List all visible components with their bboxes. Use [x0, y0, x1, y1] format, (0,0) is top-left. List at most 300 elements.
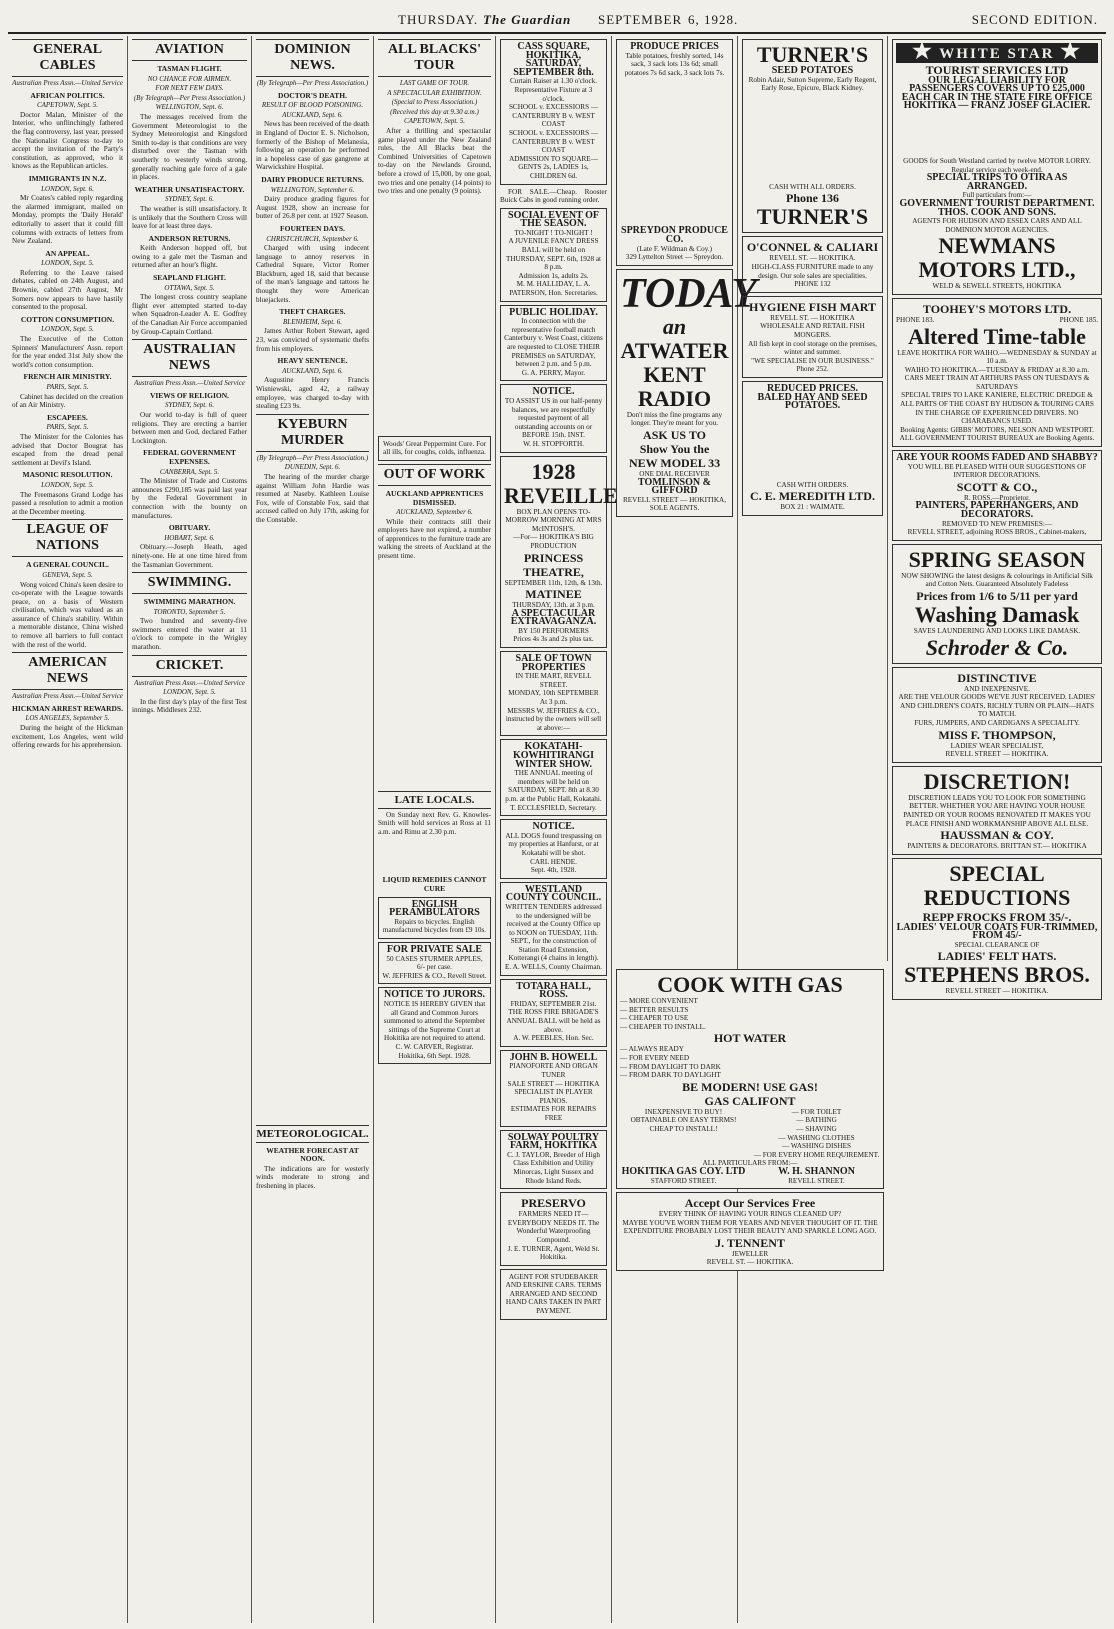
ad-firm: SPREYDON PRODUCE CO. — [621, 225, 728, 245]
ad-brand — [896, 38, 1098, 63]
ad-text: Table potatoes, freshly sorted, 14s sack, 3 sack lots 13s 6d; small potatoes 7s 6d sack, 3 sack lots 7s. — [624, 51, 725, 77]
dateline: OTTAWA, Sept. 5. — [164, 283, 215, 292]
section-title-general-cables: GENERAL CABLES — [12, 39, 123, 77]
ad-text: HIGH-CLASS FURNITURE made to any design. Our sole sales are specialities. — [751, 262, 874, 280]
gas-agent-left — [620, 1165, 747, 1185]
story-head: FEDERAL GOVERNMENT EXPENSES. — [143, 448, 236, 466]
gas-ad-wide — [612, 966, 888, 1623]
story-text: Two hundred and seventy-five swimmers entered the water at 11 o'clock to compete in the Wrigley marathon. — [132, 617, 247, 652]
cook-list — [620, 997, 880, 1031]
califont-col-right — [753, 1108, 880, 1160]
ad-waiho: WAIHO TO HOKITIKA.—TUESDAY & FRIDAY at 8.30 a.m. — [904, 365, 1090, 374]
dateline: SYDNEY, Sept. 6. — [165, 195, 214, 204]
ad-title: Accept Our Services Free — [684, 1196, 816, 1211]
ad-sub2: JEWELLER — [731, 1249, 769, 1258]
ad-addr: REVELL ST. — HOKITIKA. — [769, 254, 856, 263]
column-classifieds-1 — [496, 36, 618, 1623]
tennent-jeweller-ad — [616, 1192, 884, 1271]
section-title-kyeburn-murder: KYEBURN MURDER — [256, 414, 369, 452]
ad-text: All fish kept in cool storage on the premises, winter and summer. — [748, 339, 877, 357]
ad-title: FOR PRIVATE SALE — [386, 944, 483, 955]
ad-damask-sub: SAVES LAUNDERING AND LOOKS LIKE DAMASK. — [913, 626, 1081, 635]
story-text: Dairy produce grading figures for August 1928, show an increase for butter of 26.8 per cent. at 1927 Season. — [256, 195, 369, 221]
ad-title: NOTICE. — [532, 821, 575, 833]
ad-hot-water: HOT WATER — [713, 1031, 787, 1046]
ad-sub: —For— HOKITIKA'S BIG PRODUCTION — [513, 533, 594, 550]
ad-date: FRIDAY, SEPTEMBER 21st. — [510, 999, 597, 1008]
ad-admission: Admission 1s, adults 2s. — [518, 271, 589, 280]
ad-agent-sole: SOLE AGENTS. — [649, 504, 700, 513]
uses-item: — SHAVING — [753, 1125, 880, 1134]
ad-name: C. E. MEREDITH LTD. — [750, 489, 875, 504]
ad-text: THE ANNUAL meeting of members will be held on SATURDAY, SEPT. 8th at 8.30 p.m. at the Public Hall, Kokatahi. — [505, 769, 602, 803]
ad-text: Woods' Great Peppermint Cure. For all ills, for coughs, colds, influenza. — [382, 439, 487, 457]
dateline: LONDON, Sept. 5. — [163, 688, 216, 697]
dateline: LONDON, Sept. 5. — [41, 259, 94, 268]
ad-text: ARE THE VELOUR GOODS WE'VE JUST RECEIVED. LADIES' AND CHILDREN'S COATS, RICHLY TURN OR PLAIN—HATS TO MATCH. — [898, 693, 1096, 719]
column-aviation — [128, 36, 252, 1623]
ad-estimates: ESTIMATES FOR REPAIRS FREE — [510, 1105, 597, 1122]
dateline: CAPETOWN, Sept. 5. — [403, 117, 466, 126]
dateline: PARIS, Sept. 5. — [46, 423, 89, 432]
masthead-date: 6, 1928. — [688, 12, 739, 27]
ad-text: YOU WILL BE PLEASED WITH OUR SUGGESTIONS OF INTERIOR DECORATIONS. — [907, 462, 1087, 480]
section-title-dominion-news: DOMINION NEWS. — [256, 39, 369, 77]
ad-title: ENGLISH PERAMBULATORS — [389, 898, 480, 919]
ad-title: 1928 REVEILLE — [504, 458, 618, 508]
story-head: VIEWS OF RELIGION. — [149, 390, 230, 400]
story-head: SEAPLAND FLIGHT. — [153, 273, 226, 283]
columns-area — [8, 36, 1106, 1623]
masthead-month: SEPTEMBER — [598, 12, 683, 27]
cook-with-gas-ad — [616, 969, 884, 1189]
ad-title: PRESERVO — [521, 1196, 586, 1211]
ad-cook: THOS. COOK AND SONS. — [937, 206, 1057, 218]
story-text: The Minister for the Colonies has advised that Doctor Bougrat has escaped from the dread penal settlement at Devil's Island. — [12, 432, 123, 467]
story-head: HICKMAN ARREST REWARDS. — [12, 703, 123, 713]
ad-show: Show You the — [639, 441, 710, 456]
story-head: FRENCH AIR MINISTRY. — [23, 372, 112, 382]
dateline: GENEVA, Sept. 5. — [42, 570, 93, 579]
ad-reduced: REDUCED PRICES. — [766, 382, 859, 394]
section-title-meteorological: METEOROLOGICAL. — [256, 1125, 369, 1143]
story-head: TASMAN FLIGHT. — [157, 64, 222, 73]
ad-text: Robin Adair, Sutton Supreme, Early Regent, Early Rose, Epicure, Black Kidney. — [748, 75, 877, 93]
ad-addr: REVELL ST. — HOKITIKA. — [706, 1258, 794, 1267]
story-subhead: LAST GAME OF TOUR. — [399, 79, 470, 87]
dateline: LOS ANGELES, September 5. — [25, 714, 110, 723]
ad-date: Hokitika, 6th Sept. 1928. — [398, 1051, 471, 1060]
story-text: Doctor Malan, Minister of the Interior, who unflinchingly fathered the flag controversy, last year, pressed the Nationalist Congress to-day to accept the invitation of the Party's constitution, as approved, who it knows as the Republican articles. — [12, 110, 123, 171]
cook-item: — MORE CONVENIENT — [620, 997, 880, 1006]
ad-title: COOK WITH GAS — [657, 972, 843, 997]
ad-text: DISCRETION LEADS YOU TO LOOK FOR SOMETHING BETTER. WHETHER YOU ARE HAVING YOUR HOUSE PAINTED OR YOUR ROOMS RENOVATED IT MAKES YOU PLACE FINISH AND WORKMANSHIP ABOVE ALL ELSE. — [903, 793, 1091, 828]
dateline: SYDNEY, Sept. 6. — [165, 401, 214, 410]
ad-prices: Prices 4s 3s and 2s plus tax. — [513, 635, 594, 644]
ad-cash: CASH WITH ORDERS. — [776, 480, 849, 489]
credit-line: Australian Press Assn.—United Service — [134, 379, 245, 388]
uses-item: — WASHING CLOTHES — [753, 1134, 880, 1143]
ad-kaniere: SPECIAL TRIPS TO LAKE KANIERE, ELECTRIC DREDGE & ALL PARTS OF THE COAST BY HUDSON & TOURING CARS IN THE CHARGE OF EXPERIENCED DRIVERS. NO CHARABANCS USED. — [900, 391, 1094, 426]
ad-date: Sept. 4th, 1928. — [530, 866, 577, 875]
ad-name: NEWMANS MOTORS LTD., — [918, 233, 1076, 283]
ad-text: AGENT FOR STUDEBAKER AND ERSKINE CARS. TERMS ARRANGED AND SECOND HAND CARS TAKEN IN PART PAYMENT. — [505, 1272, 602, 1316]
masthead-edition: SECOND EDITION. — [971, 12, 1098, 27]
story-text: The messages received from the Government Meteorologist to the Sydney Meteorologist and Kingsford Smith to-day is that conditions are very disturbed over the Tasman with southerly to westerly winds strong, generally reaching gale force of a gale in places. — [132, 112, 247, 182]
ad-agent-addr: REVELL STREET — HOKITIKA, — [622, 495, 726, 504]
ad-performers: BY 150 PERFORMERS — [518, 626, 589, 635]
ad-title: O'CONNEL & CALIARI — [746, 240, 879, 255]
turners-seed-potatoes-ad — [742, 39, 883, 233]
story-head: AN APPEAL. — [45, 248, 90, 258]
column-display-ads — [888, 36, 1106, 1623]
story-text: On Sunday next Rev. G. Knowles-Smith will hold services at Ross at 11 a.m. and Rimu at 2.30 p.m. — [378, 810, 491, 836]
ad-title: NOTICE TO JURORS. — [383, 989, 486, 1001]
ad-phone: PHONE 132 — [794, 280, 831, 289]
masthead-day: THURSDAY. — [398, 12, 479, 27]
cass-square-football-ad — [500, 39, 607, 185]
story-text: Referring to the Leave raised debates, cabled on 24th August, and Brownie, cabled 27th August, Mr Somers now appears to have hastily consented to the proposal. — [12, 268, 123, 312]
ad-text: MESSRS W. JEFFRIES & CO., instructed by the owners will sell at above:— — [505, 706, 602, 732]
credit-line: Australian Press Assn.—United Service — [134, 678, 245, 687]
story-text: Our world to-day is full of queer religions. They are erecting a barrier between men and God, declared Father Lockington. — [132, 411, 247, 445]
section-title-cricket: CRICKET. — [132, 655, 247, 677]
ad-name: STEPHENS BROS. — [904, 962, 1090, 988]
story-text: The hearing of the murder charge against William John Hardie was resumed at Naseby. Kathleen Louise Fox, wife of Constable Fox, said that accused called on July 17th, asking for the Constable. — [256, 472, 369, 524]
ad-sign: C. W. CARVER, Registrar. — [395, 1042, 474, 1051]
haussman-ad — [892, 766, 1102, 855]
ad-title: JOHN B. HOWELL — [509, 1051, 598, 1063]
story-head: AUCKLAND APPRENTICES DISMISSED. — [385, 488, 484, 507]
public-holiday-notice — [500, 305, 607, 382]
dateline: WELLINGTON, Sept. 6. — [155, 103, 224, 112]
story-text: Mr Coates's cabled reply regarding the alarmed immigrant, mailed on Monday, prompts the 'Daily Herald' editorially to assert that it could fill columns with extracts of letters from New Zealand. — [12, 194, 123, 246]
story-text: The Minister of Trade and Customs announces £290,185 was paid last year by the Federal Government in connection with the bounty on manufactures. — [132, 477, 247, 520]
ad-particulars: ALL PARTICULARS FROM:— — [702, 1159, 798, 1168]
section-title-swimming: SWIMMING. — [132, 572, 247, 594]
star-icon: ★ — [912, 38, 934, 63]
ad-title: PRODUCE PRICES — [630, 41, 719, 52]
variety-list — [746, 93, 879, 183]
cook-item: — CHEAPER TO INSTALL. — [620, 1023, 880, 1032]
califont-details — [620, 1108, 880, 1160]
ad-sign: E. A. WELLS, County Chairman. — [505, 963, 602, 972]
ad-extravaganza: A SPECTACULAR EXTRAVAGANZA. — [510, 607, 597, 628]
story-text: While their contracts still their employers have not expired, a number of apprentices to the furniture trade are walking the streets of Auckland at the present time. — [378, 517, 491, 561]
hot-water-item: — ALWAYS READY — [620, 1045, 880, 1054]
story-head: IMMIGRANTS IN N.Z. — [28, 173, 107, 183]
ad-sign: W. H. STOPFORTH. — [523, 439, 584, 448]
credit-line: (Special to Press Association.) — [391, 98, 478, 107]
ad-modern: BE MODERN! USE GAS! — [682, 1079, 818, 1094]
totara-hall-ad — [500, 979, 607, 1047]
ad-sub: PAINTERS & DECORATORS. BRITTAN ST.— HOKITIKA — [907, 842, 1087, 851]
ad-addr: REVELL STREET, adjoining ROSS BROS., Cabinet-makers, — [907, 528, 1087, 537]
section-title-all-blacks-tour: ALL BLACKS' TOUR — [378, 39, 491, 77]
ad-text: Curtain Raiser at 1.30 o'clock. Representative Fixture at 3 o'clock. — [509, 77, 598, 103]
ad-clearance: SPECIAL CLEARANCE OF — [954, 940, 1040, 949]
califont-item: OBTAINABLE ON EASY TERMS! — [630, 1116, 737, 1125]
ad-otira: SPECIAL TRIPS TO OTIRA AS ARRANGED. — [926, 172, 1068, 192]
woods-peppermint-ad — [378, 436, 491, 461]
ad-text: C. J. TAYLOR, Breeder of High Class Exhibition and Utility Minorcas, Light Sussex and Rhode Island Reds. — [507, 1150, 600, 1185]
ad-bureau: GOVERNMENT TOURIST DEPARTMENT. — [899, 197, 1095, 209]
ad-text: WRITTEN TENDERS addressed to the undersigned will be received at the County Office up to NOON on TUESDAY, 11th. SEPT., for the construction of Station Road Extension, Kotterangi (4 chains in length). — [505, 902, 602, 963]
story-head: DOCTOR'S DEATH. — [278, 90, 347, 100]
story-text: Augustine Henry Francis Wisniewski, aged 42, a railway employee, was charged to-day with stealing £23 9s. — [256, 376, 369, 411]
story-head: ANDERSON RETURNS. — [148, 233, 231, 243]
story-text: Wong voiced China's keen desire to co-operate with the League towards peace, on a basis of Western civilisation, which was valued as an assurance of China's stability. Within a memorable distance, China wished to remove all barriers to full contact with the rest of the world. — [12, 580, 123, 649]
notice-to-jurors — [378, 987, 491, 1064]
ad-theatre: PRINCESS THEATRE, — [523, 550, 584, 579]
ad-hay: BALED HAY AND SEED POTATOES. — [757, 391, 868, 412]
ad-text: In connection with the representative football match Canterbury v. West Coast, citizens are requested to CLOSE THEIR PREMISES on SATURDAY, between 2 p.m. and 5 p.m. — [504, 317, 603, 369]
scott-painters-ad — [892, 450, 1102, 541]
accounts-notice — [500, 384, 607, 452]
ad-sign: CARL HENDE. — [530, 857, 577, 866]
story-head: FOURTEEN DAYS. — [280, 223, 345, 233]
ad-agent: TOMLINSON & GIFFORD — [638, 476, 711, 497]
ad-sub: TOURIST SERVICES LTD — [925, 62, 1069, 77]
ad-sub: AND INEXPENSIVE. — [964, 684, 1030, 693]
thompson-ladies-wear-ad — [892, 667, 1102, 763]
califont-col-left — [620, 1108, 747, 1160]
story-text: Cabinet has decided on the creation of an Air Ministry. — [12, 392, 123, 410]
ad-name: J. TENNENT — [715, 1235, 785, 1250]
hot-water-item: — FOR EVERY NEED — [620, 1054, 880, 1063]
ad-sign: G. A. PERRY, Mayor. — [521, 368, 586, 377]
ad-quote: "WE SPECIALISE IN OUR BUSINESS." — [751, 356, 874, 365]
ad-ask: ASK US TO — [643, 427, 706, 442]
ad-text: THE ROSS FIRE BRIGADE'S ANNUAL BALL will be held as above. — [506, 1008, 601, 1034]
dateline: AUCKLAND, September 6. — [396, 508, 473, 517]
ad-firm: W. JEFFRIES & CO., Revell Street. — [382, 971, 487, 980]
tooheys-motors-ad — [892, 298, 1102, 447]
story-text: In the first day's play of the first Test innings. Middlesex 232. — [132, 697, 247, 715]
meredith-hay-ad — [742, 381, 883, 516]
ad-velour: LADIES' VELOUR COATS FUR-TRIMMED, FROM 45/- — [896, 921, 1098, 942]
atwater-kent-radio-ad — [616, 269, 757, 517]
dateline: CHRISTCHURCH, September 6. — [266, 234, 359, 243]
ad-title: DISCRETION! — [923, 768, 1071, 794]
ad-title: SOCIAL EVENT OF THE SEASON. — [508, 209, 599, 230]
schroder-spring-ad — [892, 544, 1102, 664]
ad-tagline: Don't miss the fine programs any longer. They're meant for you. — [626, 410, 723, 428]
ad-sub2: LADIES' WEAR SPECIALIST, — [950, 741, 1044, 750]
ad-name: Schroder & Co. — [925, 634, 1069, 660]
story-text: The weather is still unsatisfactory. It is unlikely that the Southern Cross will leave for at least three days. — [132, 204, 247, 231]
howell-piano-ad — [500, 1050, 607, 1127]
ad-title: DISTINCTIVE — [957, 670, 1037, 685]
section-title-american-news: AMERICAN NEWS — [12, 652, 123, 690]
ad-route: HOKITIKA — FRANZ JOSEF GLACIER. — [903, 100, 1091, 112]
dateline: AUCKLAND, Sept. 6. — [282, 110, 343, 119]
poultry-farm-ad — [500, 1130, 607, 1190]
column-general-cables — [8, 36, 128, 1623]
hot-water-list — [620, 1045, 880, 1079]
ad-sub: SEED POTATOES — [771, 65, 854, 76]
preservo-ad — [500, 1192, 607, 1266]
ad-date: MONDAY, 10th SEPTEMBER At 3 p.m. — [508, 689, 599, 707]
ad-title: SALE OF TOWN PROPERTIES — [515, 653, 592, 673]
studebaker-ad — [500, 1269, 607, 1320]
ad-title: SPRING SEASON — [908, 546, 1086, 572]
story-head: WEATHER UNSATISFACTORY. — [134, 184, 245, 194]
story-subhead: A SPECTACULAR EXHIBITION. — [387, 88, 482, 97]
ad-matinee: MATINEE — [525, 587, 582, 602]
credit-line: Australian Press Assn.—United Service — [12, 692, 123, 701]
ad-leave: LEAVE HOKITIKA FOR WAIHO.—WEDNESDAY & SUNDAY at 10 a.m. — [897, 348, 1097, 366]
story-text: The indications are for westerly winds moderate to strong and freshening in places. — [256, 1164, 369, 1190]
ad-text: FARMERS NEED IT—EVERYBODY NEEDS IT. The Wonderful Waterproofing Compound. — [507, 1210, 600, 1244]
ad-addr: BOX 21 : WAIMATE. — [780, 503, 845, 512]
dateline: BLENHEIM, Sept. 6. — [283, 317, 342, 326]
ad-matinee-date: THURSDAY, 13th. at 3 p.m. — [512, 601, 595, 610]
hot-water-item: — FROM DARK TO DAYLIGHT — [620, 1071, 880, 1080]
ad-particulars: Full particulars from:— — [962, 191, 1032, 200]
ad-tonight: TO-NIGHT ! TO-NIGHT ! — [514, 228, 593, 237]
ad-title: ARE YOUR ROOMS FADED AND SHABBY? — [896, 452, 1098, 464]
ad-text: MAYBE YOU'VE WORN THEM FOR YEARS AND NEVER THOUGHT OF IT. THE EXPENDITURE PROBABLY LOST THEIR BEAUTY AND SPARKLE LONG AGO. — [622, 1218, 878, 1236]
story-head: OBITUARY. — [168, 523, 211, 533]
uses-item: — WASHING DISHES — [753, 1142, 880, 1151]
ad-title: HYGIENE FISH MART — [749, 299, 876, 314]
story-head: WEATHER FORECAST AT NOON. — [266, 1145, 359, 1164]
ad-sign: J. E. TURNER, Agent, Weld St. Hokitika. — [507, 1244, 600, 1262]
ad-match: SCHOOL v. EXCESSIORS — CANTERBURY B v. WEST COAST — [508, 103, 599, 129]
story-text: Obituary.—Joseph Heath, aged ninety-one. He at one time hired from the Tasmanian Government. — [132, 543, 247, 569]
ad-name: TURNER'S — [756, 204, 869, 230]
gas-shannon-addr: REVELL STREET. — [788, 1176, 845, 1185]
classified-text: FOR SALE.—Cheap. Rooster Buick Cabs in good running order. — [500, 187, 607, 205]
ad-addr: WELD & SEWELL STREETS, HOKITIKA — [932, 282, 1062, 291]
story-text: The Executive of the Cotton Spinners' Manufacturers' Assn. report for the year ended 31st July show the world's cotton consumption. — [12, 335, 123, 369]
reveille-ad — [500, 456, 618, 649]
ad-dates: SEPTEMBER 11th, 12th, & 13th. — [504, 578, 603, 587]
dateline: DUNEDIN, Sept. 6. — [284, 463, 341, 472]
ad-title: CASS SQUARE, HOKITIKA, SATURDAY, SEPTEMBER 8th. — [513, 41, 594, 78]
story-head: THEFT CHARGES. — [279, 307, 346, 317]
fancy-dress-ball-ad — [500, 208, 607, 302]
hygiene-fish-mart-ad — [742, 296, 883, 378]
gas-agents — [620, 1165, 880, 1185]
story-text: The Freemasons Grand Lodge has passed a resolution to admit a motion at the December meeting. — [12, 490, 123, 516]
ad-addr: REVELL ST. — HOKITIKA — [770, 313, 855, 322]
ad-sub: WHOLESALE AND RETAIL FISH MONGERS. — [760, 322, 865, 339]
ad-place: IN THE MART, REVELL STREET. — [515, 672, 592, 689]
section-title-late-locals: LATE LOCALS. — [378, 791, 491, 809]
ad-name: SCOTT & CO., — [956, 479, 1038, 494]
story-text: James Arthur Robert Stewart, aged 23, was convicted of systematic thefts from his employers. — [256, 327, 369, 353]
ad-califont: GAS CALIFONT — [704, 1093, 796, 1108]
stephens-bros-ad — [892, 858, 1102, 1000]
section-title-australian-news: AUSTRALIAN NEWS — [132, 339, 247, 377]
dateline: LONDON, Sept. 5. — [41, 325, 94, 334]
ad-addr: 329 Lyttelton Street — Spreydon. — [625, 253, 724, 262]
ad-goods: GOODS for South Westland carried by twelve MOTOR LORRY. Regular service each week-end. — [903, 156, 1091, 174]
hot-water-item: — FROM DAYLIGHT TO DARK — [620, 1063, 880, 1072]
dateline: HOBART, Sept. 6. — [164, 533, 215, 542]
story-head: HEAVY SENTENCE. — [277, 356, 348, 366]
ad-name: MISS F. THOMPSON, — [938, 727, 1056, 742]
ad-cars: CARS MEET TRAIN AT ARTHURS PASS ON TUESDAYS & SATURDAYS — [904, 374, 1090, 391]
ad-damask: Washing Damask — [914, 601, 1080, 627]
ad-title: TOTARA HALL, ROSS. — [516, 980, 591, 1001]
story-text: The longest cross country seaplane flight ever attempted started to-day when Squadron-Leader A. E. Godfrey of the Canadian Air Force accompanied by Group-Captain Cortland. — [132, 293, 247, 336]
ad-phone: PHONE 185. — [1059, 315, 1098, 324]
credit-line: Australian Press Assn.—United Service — [12, 79, 123, 87]
ad-cash: CASH WITH ALL ORDERS. — [769, 182, 856, 191]
kokatahi-show-ad — [500, 739, 607, 816]
ad-admission: ADMISSION TO SQUARE—GENTS 2s, LADIES 1s, CHILDREN 6d. — [509, 154, 598, 180]
english-perambulators-ad — [378, 897, 491, 939]
town-properties-sale-ad — [500, 651, 607, 736]
ad-addr: REVELL STREET — HOKITIKA. — [945, 750, 1049, 759]
masthead — [8, 6, 1106, 34]
credit-line: (By Telegraph—Per Press Association.) — [256, 79, 369, 87]
dogs-notice — [500, 819, 607, 879]
credit-line: (By Telegraph—Per Press Association.) — [133, 93, 246, 102]
ad-sign: M. M. HALLIDAY, L. A. PATERSON, Hon. Secretaries. — [509, 280, 598, 298]
ad-text: ALL DOGS found trespassing on my properties at Hanfurst, or at Kokatahi will be shot. — [505, 831, 602, 857]
ad-repp: REPP FROCKS FROM 35/-. — [922, 909, 1072, 924]
cook-item: — BETTER RESULTS — [620, 1006, 880, 1015]
ad-prices: Prices from 1/6 to 5/11 per yard — [916, 588, 1078, 603]
dateline: WELLINGTON, September 6. — [270, 185, 355, 194]
ad-sub: (Late F. Wildman & Coy.) — [636, 244, 713, 253]
ad-text: NOW SHOWING the latest designs & colourings in Artificial Silk and Cotton Nets. Guaranteed Absolutely Fadeless — [901, 571, 1093, 589]
ad-removed: REMOVED TO NEW PREMISES:— — [941, 519, 1053, 528]
section-title-aviation: AVIATION — [132, 39, 247, 61]
dateline: CANBERRA, Sept. 5. — [159, 467, 220, 476]
story-text: During the height of the Hickman excitement, Los Angeles, went wild offering rewards for his apprehension. — [12, 724, 123, 750]
story-subhead: NO CHANCE FOR AIRMEN. — [147, 74, 232, 83]
story-head: COTTON CONSUMPTION. — [20, 314, 115, 324]
price-list-body — [620, 77, 729, 227]
masthead-paper-name: The Guardian — [483, 12, 572, 27]
ad-title: WHITE STAR — [939, 46, 1055, 62]
story-subhead: RESULT OF BLOOD POISONING. — [261, 101, 364, 110]
ad-sign: A. W. PEEBLES, Hon. Sec. — [513, 1034, 594, 1043]
ad-booking: Booking Agents: GIBBS' MOTORS, NELSON AND WESTPORT. ALL GOVERNMENT TOURIST BUREAUX are Booking Agents. — [899, 425, 1095, 443]
ad-prop: R. ROSS.—Proprietor. — [964, 493, 1030, 502]
gas-agent-right — [753, 1165, 880, 1185]
ad-phone: Phone 252. — [796, 365, 829, 374]
gas-company: HOKITIKA GAS COY. LTD — [621, 1165, 746, 1177]
story-text: After a thrilling and spectacular game played under the New Zealand rules, the All Blacks beat the Combined Universities of Capetown to-day on the Newlands Ground, before a crowd of 15,000, by one goal, two tries and one penalty (14 points) to two tries and one penalty (9 points). — [378, 126, 491, 196]
ad-phone: Phone 136 — [785, 191, 839, 206]
credit-line: (By Telegraph—Per Press Association.) — [256, 453, 369, 462]
dateline: AUCKLAND, Sept. 6. — [282, 366, 343, 375]
ad-title: SOLWAY POULTRY FARM, HOKITIKA — [507, 1131, 600, 1152]
timetable-grid — [896, 111, 1098, 157]
dateline: TORONTO, September 5. — [153, 607, 226, 616]
ad-name: HAUSSMAN & COY. — [940, 828, 1054, 843]
received-line: (Received this day at 9.30 a.m.) — [390, 107, 479, 116]
gas-shannon: W. H. SHANNON — [778, 1165, 855, 1177]
story-head: AFRICAN POLITICS. — [30, 90, 105, 100]
ad-sub: EVERY THINK OF HAVING YOUR RINGS CLEANED UP? — [658, 1210, 842, 1219]
star-icon: ★ — [1060, 38, 1082, 63]
ad-title: TOOHEY'S MOTORS LTD. — [922, 301, 1072, 316]
ad-model: NEW MODEL 33 — [628, 455, 721, 470]
ad-radio: RADIO — [637, 385, 712, 411]
dateline: CAPETOWN, Sept. 5. — [36, 101, 99, 110]
oconnel-caliari-ad — [742, 236, 883, 292]
ad-text: 50 CASES STURMER APPLES, 6/- per case. — [386, 954, 483, 972]
ad-text: BOX PLAN OPENS TO-MORROW MORNING AT MRS McINTOSH'S. — [505, 507, 602, 533]
column-all-blacks — [374, 36, 496, 1623]
